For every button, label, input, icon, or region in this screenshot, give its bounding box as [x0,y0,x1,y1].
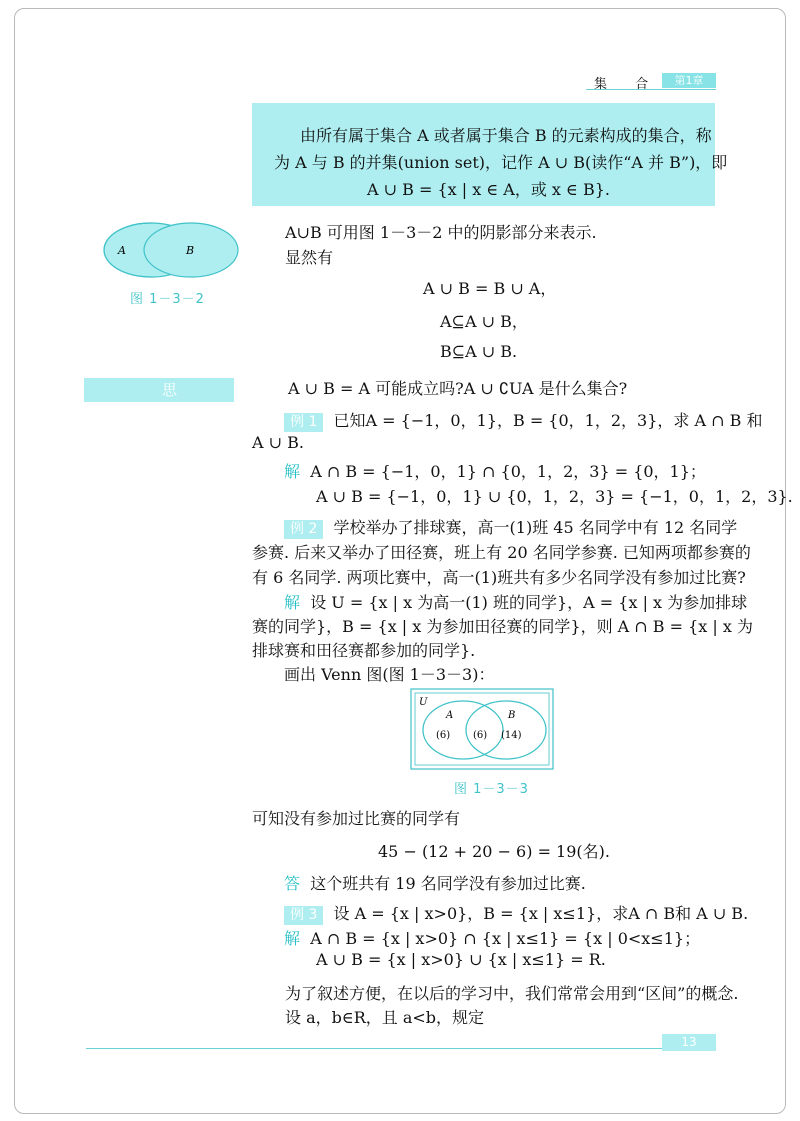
example-2-solution-1 [284,590,747,613]
example-1-question-2: A ∪ B. [252,433,304,452]
venn-label-b: B [186,244,195,257]
formula-b-subset: B⊆A ∪ B. [440,342,518,361]
definition-line-1: 由所有属于集合 A 或者属于集合 B 的元素构成的集合，称 [300,126,712,145]
formula-a-subset: A⊆A ∪ B， [440,312,528,331]
example-3-tag: 例 3 [284,906,323,925]
example-2-line-1 [284,515,737,539]
example-2-venn-intro: 画出 Venn 图(图 1－3－3)： [284,665,495,684]
think-label-bar [84,378,234,423]
example-1-solution-2: A ∪ B = {−1，0，1} ∪ {0，1，2，3} = {−1，0，1，2，3}. [316,487,793,506]
venn-set-a-volleyball [423,701,503,759]
interval-definition-start: 设 a，b∈R，且 a<b，规定 [285,1008,485,1027]
example-3-line-1 [284,901,748,925]
venn-label-a: A [118,244,126,257]
figure-caption-1-3-3: 图 1－3－3 [454,782,529,797]
venn-label-u: U [419,697,428,708]
think-question: A ∪ B = A 可能成立吗?A ∪ ∁UA 是什么集合? [288,379,628,398]
example-3-solution-tag: 解 [284,929,301,948]
definition-line-2: 为 A 与 B 的并集(union set)，记作 A ∪ B(读作“A 并 B”)，即 [274,153,728,172]
figure-caption-1-3-2: 图 1－3－2 [130,292,205,307]
example-2-question-1: 学校举办了排球赛，高一(1)班 45 名同学中有 12 名同学 [333,518,738,537]
definition-formula: A ∪ B = {x | x ∈ A，或 x ∈ B}. [367,180,610,199]
example-2-solution-tag: 解 [284,593,301,612]
venn-union-figure [98,216,248,286]
example-1-tag: 例 1 [284,413,323,432]
example-1-solution-line-1: A ∩ B = {−1，0，1} ∩ {0，1，2，3} = {0，1}； [310,462,706,481]
example-1-solution-1 [284,459,706,482]
example-2-question-3: 有 6 名同学. 两项比赛中，高一(1)班共有多少名同学没有参加过比赛? [252,568,746,587]
example-2-solution-3: 排球赛和田径赛都参加的同学}. [252,641,476,660]
example-2-solution-2: 赛的同学}，B = {x | x 为参加田径赛的同学}，则 A ∩ B = {x | x 为 [252,617,754,636]
formula-commutative: A ∪ B = B ∪ A， [423,279,557,298]
footer-rule [86,1048,716,1049]
example-2-answer-text: 这个班共有 19 名同学没有参加过比赛. [310,874,586,893]
page-number: 13 [662,1034,716,1051]
venn-count-b-only: (14) [501,730,522,741]
example-2-answer-tag: 答 [284,874,301,893]
venn-universe-rect [411,689,553,769]
example-2-answer [284,871,586,894]
interval-intro: 为了叙述方便，在以后的学习中，我们常常会用到“区间”的概念. [285,984,739,1003]
venn-competition-figure [410,688,554,770]
example-1-line-1 [284,408,762,432]
example-1-question-1: 已知A = {−1，0，1}，B = {0，1，2，3}，求 A ∩ B 和 [333,411,763,430]
definition-box [252,103,728,206]
example-2-question-2: 参赛. 后来又举办了田径赛，班上有 20 名同学参赛. 已知两项都参赛的 [252,543,751,562]
obviously-text: 显然有 [285,248,334,267]
example-1-solution-tag: 解 [284,462,301,481]
count-formula: 45 − (12 + 20 − 6) = 19(名). [378,842,610,861]
example-3-solution-1 [284,926,700,949]
venn-count-a-only: (6) [436,730,451,741]
venn-label-b-2: B [508,710,516,721]
chapter-badge: 第1章 [662,73,716,88]
venn-label-a-2: A [446,710,454,721]
example-3-question: 设 A = {x | x>0}，B = {x | x≤1}，求A ∩ B和 A ∪ B. [333,904,749,923]
venn-count-both: (6) [473,730,488,741]
example-2-tag: 例 2 [284,520,323,539]
example-2-solution-line-1: 设 U = {x | x 为高一(1) 班的同学}，A = {x | x 为参加排球 [310,593,748,612]
example-3-solution-line-1: A ∩ B = {x | x>0} ∩ {x | x≤1} = {x | 0<x≤1}； [310,929,701,948]
union-shading-text: A∪B 可用图 1－3－2 中的阴影部分来表示. [285,223,597,242]
example-3-solution-2: A ∪ B = {x | x>0} ∪ {x | x≤1} = R. [316,950,606,969]
running-head-title: 集 合 [594,77,661,92]
no-participation-text: 可知没有参加过比赛的同学有 [252,809,461,828]
think-label: 思 考 [162,381,200,423]
